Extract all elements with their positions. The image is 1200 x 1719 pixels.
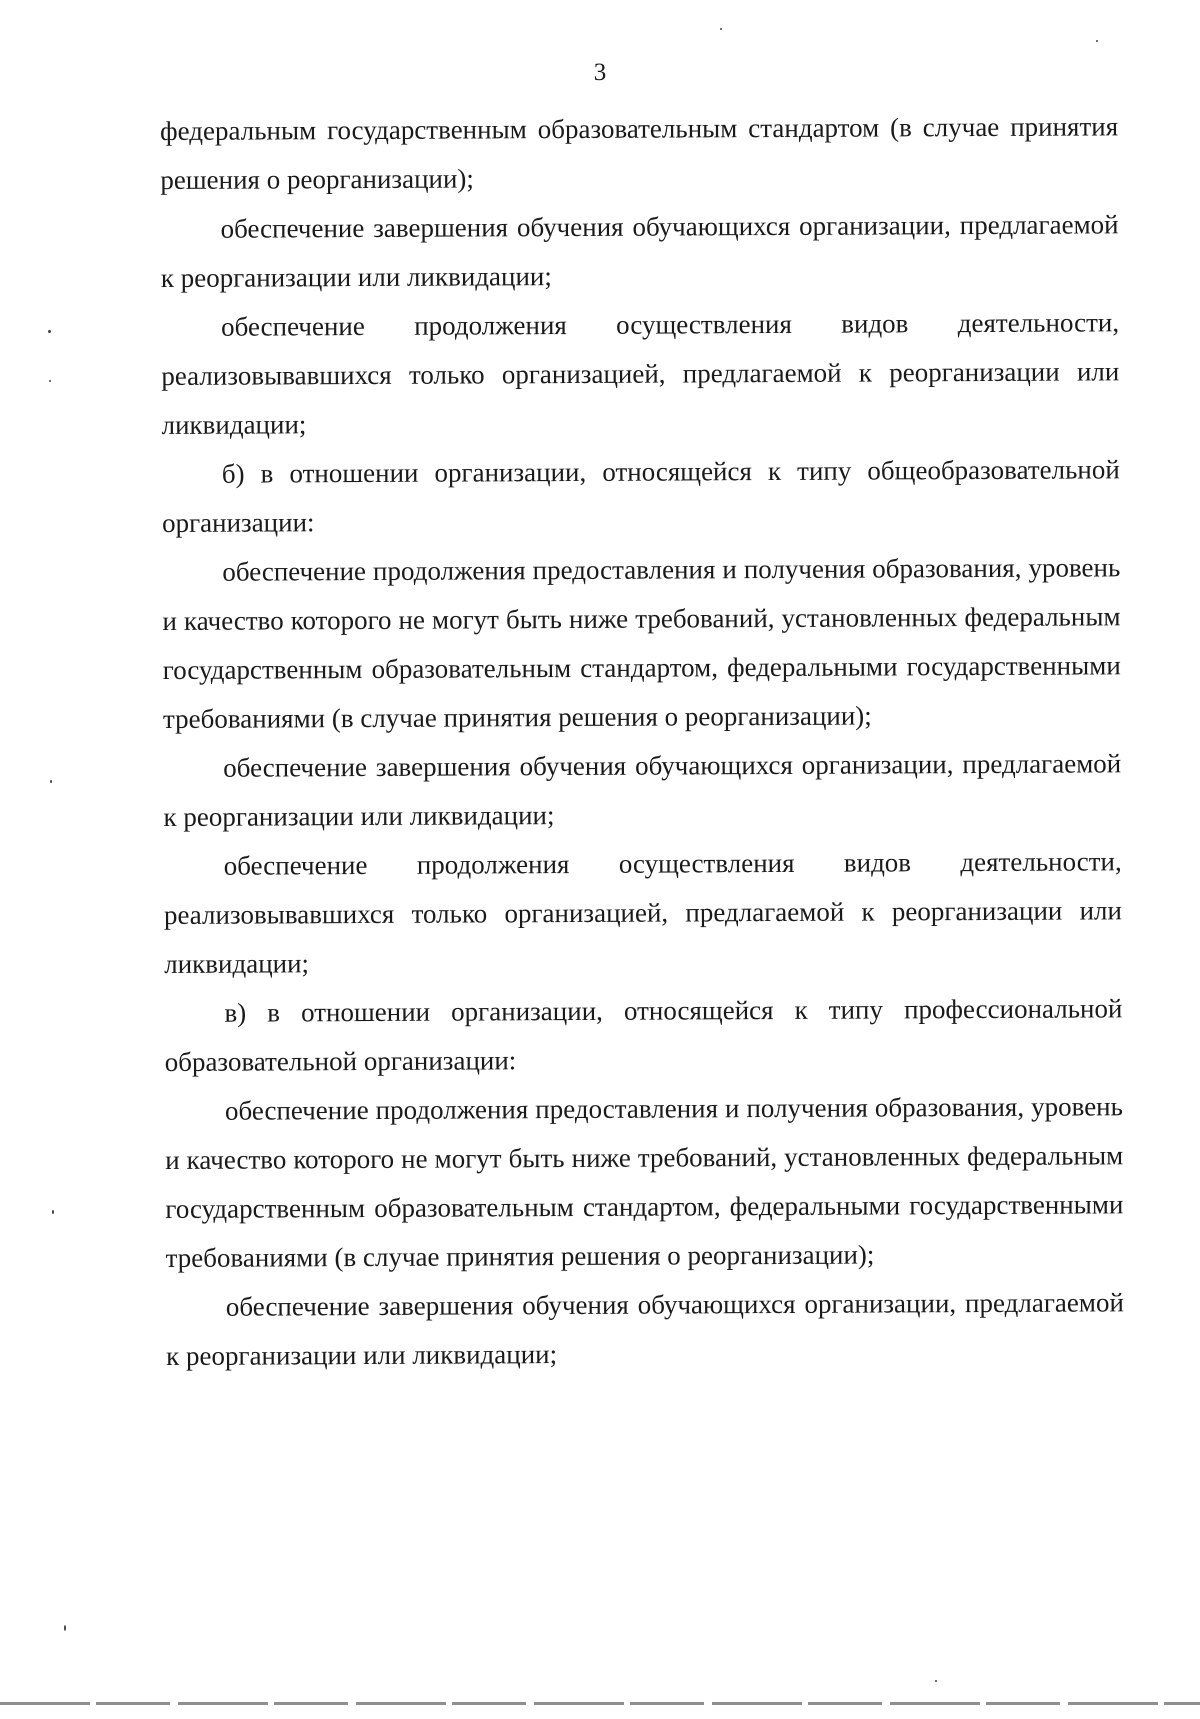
document-body	[160, 102, 1124, 1381]
scan-speck	[52, 1210, 54, 1214]
paragraph-8: в) в отношении организации, относящейся к типу профессиональной образовательной организации:	[164, 993, 1123, 1077]
paragraph-10: обеспечение завершения обучения обучающихся организации, предлагаемой к реорганизации или ликвидации;	[166, 1287, 1124, 1371]
scan-speck	[1096, 40, 1098, 42]
paragraph-7: обеспечение продолжения осуществления видов деятельности, реализовывавшихся только организацией, предлагаемой к реорганизации или ликвидации;	[163, 846, 1123, 979]
paragraph-9: обеспечение продолжения предоставления и получения образования, уровень и качество которого не могут быть ниже требований, установленных федеральным государственным образовательным стандартом, федеральными государственными требованиями (в случае принятия решения о реорганизации);	[165, 1091, 1124, 1273]
paragraph-5: обеспечение продолжения предоставления и получения образования, уровень и качество которого не могут быть ниже требований, установленных федеральным государственным образовательным стандартом, федеральными государственными требованиями (в случае принятия решения о реорганизации);	[162, 552, 1121, 734]
scan-speck	[48, 330, 51, 333]
scan-edge-line	[0, 1702, 1200, 1705]
scan-speck	[50, 780, 52, 783]
scan-speck	[935, 1680, 937, 1682]
paragraph-1: федеральным государственным образовательным стандартом (в случае принятия решения о реорганизации);	[160, 111, 1119, 195]
paragraph-2: обеспечение завершения обучения обучающихся организации, предлагаемой к реорганизации или ликвидации;	[160, 209, 1119, 293]
scan-speck	[64, 1625, 66, 1631]
scan-speck	[49, 380, 51, 382]
scan-speck	[720, 28, 722, 30]
paragraph-4: б) в отношении организации, относящейся к типу общеобразовательной организации:	[161, 454, 1120, 538]
page-number: 3	[593, 59, 607, 86]
paragraph-6: обеспечение завершения обучения обучающихся организации, предлагаемой к реорганизации или ликвидации;	[163, 748, 1122, 832]
paragraph-3: обеспечение продолжения осуществления видов деятельности, реализовывавшихся только организацией, предлагаемой к реорганизации или ликвидации;	[161, 307, 1120, 440]
